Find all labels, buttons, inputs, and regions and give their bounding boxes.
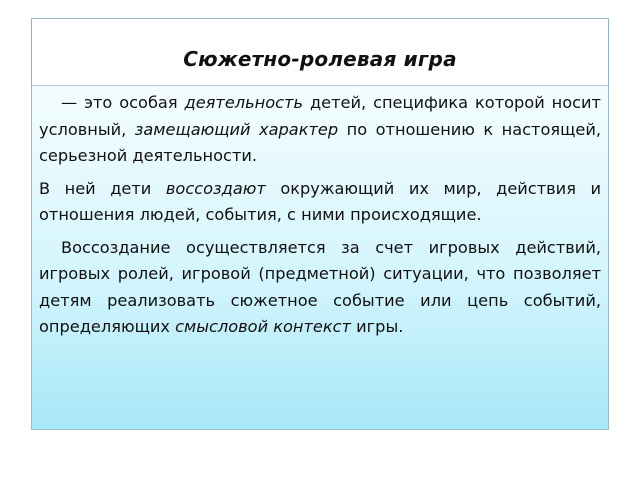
paragraph-definition [39,90,601,170]
emphasis-context: смысловой контекст [175,317,351,336]
emphasis-substitutive: замещающий характер [134,119,339,139]
text-run: игры. [351,317,404,336]
emphasis-activity: деятельность [184,93,304,112]
body-text [39,90,601,347]
slide-title: Сюжетно-ролевая игра [183,47,457,71]
text-run: детей, специфика которой носит условный, [39,93,601,139]
text-run: В ней дети [39,178,166,198]
text-run: по отношению к настоящей, серьезной деятельности. [39,119,601,165]
text-run: — это особая [61,93,185,112]
content-frame [31,18,609,430]
paragraph-recreation [39,235,601,341]
body-box [32,86,608,429]
text-run: Воссоздание осуществляется за счет игровых действий, игровых ролей, игровой (предметной) ситуации, что позволяет детям реализовать сюжетное событие или цепь событий, определяющих [39,237,601,336]
emphasis-recreate: воссоздают [165,178,266,198]
text-run: окружающий их мир, действия и отношения людей, события, с ними происходящие. [39,178,601,224]
paragraph-recreate [39,176,601,229]
title-box [32,19,608,86]
